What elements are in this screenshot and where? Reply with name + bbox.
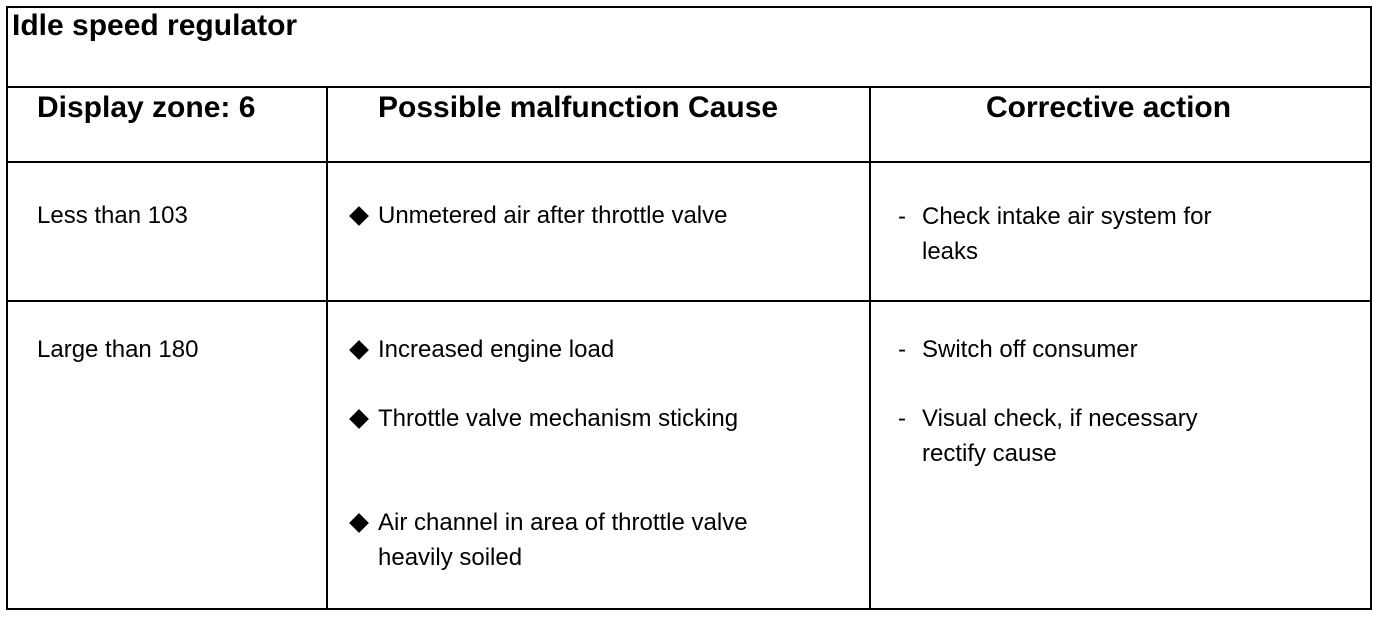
action-text-line-2: rectify cause <box>922 440 1057 467</box>
column-divider-2 <box>869 87 871 610</box>
column-divider-1 <box>326 87 328 610</box>
action-text-line-2: leaks <box>922 238 979 265</box>
header-corrective-action: Corrective action <box>986 91 1232 124</box>
cause-text: Unmetered air after throttle valve <box>378 202 728 229</box>
row-divider <box>6 300 1372 302</box>
row-1-zone: Less than 103 <box>37 202 188 229</box>
dash-mark: - <box>898 336 906 363</box>
dash-mark: - <box>898 405 906 432</box>
action-text-line-1: Check intake air system for <box>922 203 1212 230</box>
diamond-bullet-icon <box>346 339 374 361</box>
table-title: Idle speed regulator <box>12 9 298 42</box>
header-display-zone: Display zone: 6 <box>37 91 256 124</box>
diamond-bullet-icon <box>346 512 374 534</box>
cause-text-line-1: Air channel in area of throttle valve <box>378 509 748 536</box>
diamond-bullet-icon <box>346 408 374 430</box>
header-divider <box>6 161 1372 163</box>
header-malfunction-cause: Possible malfunction Cause <box>378 91 779 124</box>
action-text-line-1: Visual check, if necessary <box>922 405 1198 432</box>
diamond-bullet-icon <box>346 205 374 227</box>
cause-text: Throttle valve mechanism sticking <box>378 405 739 432</box>
row-2-zone: Large than 180 <box>37 336 199 363</box>
cause-text-line-2: heavily soiled <box>378 544 523 571</box>
action-text-line-1: Switch off consumer <box>922 336 1138 363</box>
title-divider <box>6 86 1372 88</box>
cause-text: Increased engine load <box>378 336 615 363</box>
dash-mark: - <box>898 203 906 230</box>
